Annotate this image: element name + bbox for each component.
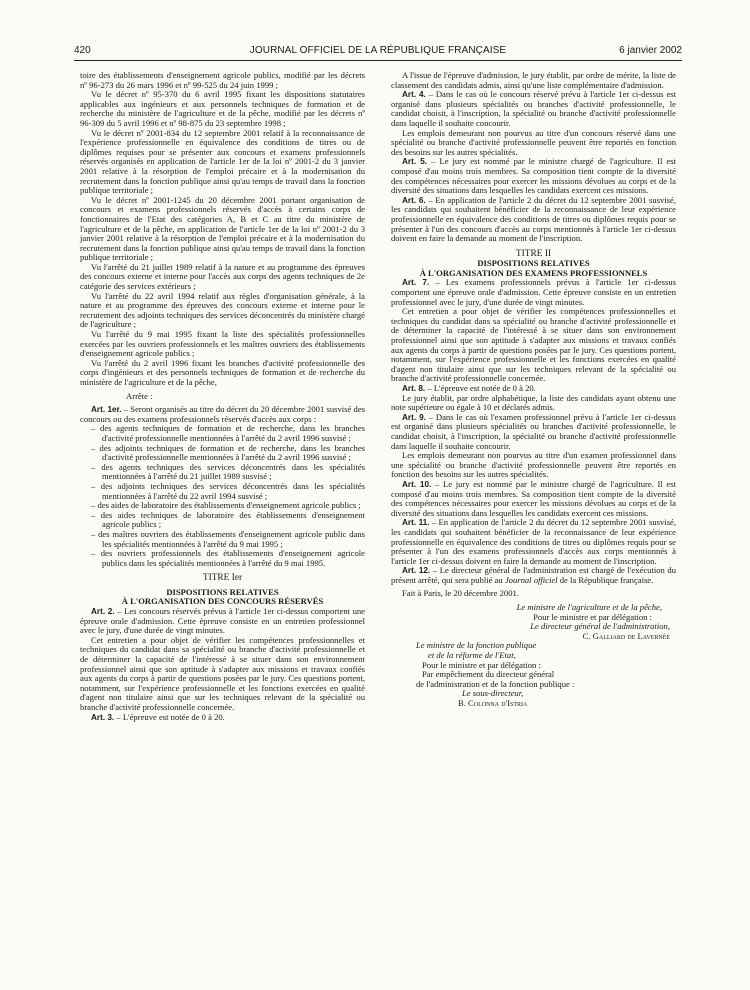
page-header bbox=[74, 45, 682, 61]
header-rule bbox=[74, 60, 682, 61]
article-8: Art. 8. – L'épreuve est notée de 0 à 20. bbox=[402, 383, 536, 393]
article-11: Art. 11. – En application de l'article 2 du décret du 12 septembre 2001 susvisé, les candidats qui souhaitent bénéficier de la reconnaissance de leur expérience professionnelle en équivalence des conditions de titres ou diplômes requis pour se présenter à l'un des examens professionnels d'accès aux corps mentionnés à l'article 1er ci-dessus doivent en faire la demande au moment de l'inscription. bbox=[391, 517, 676, 566]
journal-title: JOURNAL OFFICIEL DE LA RÉPUBLIQUE FRANÇAISE bbox=[249, 45, 507, 56]
article-label: Art. 7. bbox=[402, 278, 430, 288]
paragraph: Le jury établit, par ordre alphabétique, la liste des candidats ayant obtenu une note supérieure ou égale à 10 et déclarés admis. bbox=[391, 392, 676, 413]
list-item: – des agents techniques des services déconcentrés dans les spécialités mentionnées à l'arrêté du 21 juillet 1989 susvisé ; bbox=[80, 463, 365, 482]
article-9: Art. 9. – Dans le cas où l'examen professionnel prévu à l'article 1er ci-dessus est organisé dans plusieurs spécialités ou branches d'activité professionnelle, le candidat choisit, à l'inscription, la spécialité ou branche d'activité professionnelle dans laquelle il souhaite concourir. bbox=[391, 411, 676, 451]
article-label: Art. 8. bbox=[402, 384, 426, 393]
right-column bbox=[391, 71, 676, 709]
signatory-delegation: de l'administration et de la fonction publique : bbox=[416, 678, 575, 689]
section-title: TITRE Ier bbox=[202, 573, 243, 584]
paragraph: Les emplois demeurant non pourvus au titre d'un concours réservé dans une spécialité ou branche d'activité professionnelle peuvent être reportés en fonction des besoins sur les autres spécialités. bbox=[391, 127, 676, 157]
paragraph: Vu l'arrêté du 2 avril 1996 fixant les branches d'activité professionnelle des corps d'ingénieurs et des personnels techniques de formation et de recherche du ministère de l'agriculture et de la pêche, bbox=[80, 357, 365, 387]
signatory-delegation: Par empêchement du directeur général bbox=[422, 669, 555, 680]
signature-block-agriculture bbox=[391, 603, 676, 641]
list-item: – des adjoints techniques des services déconcentrés dans les spécialités mentionnées à l'arrêté du 22 avril 1994 susvisé ; bbox=[80, 482, 365, 501]
article-label: Art. 6. bbox=[402, 195, 426, 205]
article-label: Art. 1er. bbox=[91, 405, 122, 415]
signatory-name: C. Galliard de Lavernée bbox=[582, 630, 670, 641]
signatory-title: et de la réforme de l'Etat, bbox=[428, 650, 516, 661]
left-column bbox=[80, 71, 365, 722]
signatory-title: Le sous-directeur, bbox=[462, 688, 524, 699]
signatory-title: Le ministre de la fonction publique bbox=[416, 640, 537, 651]
signing-place-date: Fait à Paris, le 20 décembre 2001. bbox=[402, 588, 519, 599]
list-item: – des aides de laboratoire des établissements d'enseignement agricole publics ; bbox=[80, 501, 365, 511]
paragraph: Vu l'arrêté du 21 juillet 1989 relatif à la nature et au programme des épreuves des concours externe et interne pour l'accès aux corps des agents techniques de 2e catégorie des services extérieurs ; bbox=[80, 261, 365, 292]
article-12: Art. 12. – Le directeur général de l'administration est chargé de l'exécution du présent arrêté, qui sera publié au Journal officiel de la République française. bbox=[391, 565, 677, 585]
signatory-title: Le ministre de l'agriculture et de la pêche, bbox=[516, 602, 662, 613]
list-item: – des agents techniques de formation et de recherche, dans les branches d'activité professionnelle mentionnées à l'arrêté du 2 avril 1996 susvisé ; bbox=[80, 424, 365, 443]
article-label: Art. 4. bbox=[402, 90, 426, 100]
paragraph: A l'issue de l'épreuve d'admission, le jury établit, par ordre de mérite, la liste de classement des candidats admis, ainsi qu'une liste complémentaire d'admission. bbox=[391, 70, 676, 90]
paragraph: Vu l'arrêté du 9 mai 1995 fixant la liste des spécialités professionnelles exercées par les ouvriers professionnels et les maîtres ouvriers des établissements d'enseignement agricole publics ; bbox=[80, 329, 365, 359]
article-7: Art. 7. – Les examens professionnels prévus à l'article 1er ci-dessus comportent une épreuve orale d'admission. Cette épreuve consiste en un entretien professionnel avec le jury, d'une durée de vingt minutes. bbox=[391, 277, 676, 307]
article-label: Art. 12. bbox=[402, 566, 431, 576]
article-1: Art. 1er. – Seront organisés au titre du décret du 20 décembre 2001 susvisé des concours ou des examens professionnels réservés d'accès aux corps : bbox=[80, 404, 365, 424]
paragraph: Vu le décret nº 95-370 du 6 avril 1995 fixant les dispositions statutaires applicables aux ingénieurs et aux personnels techniques de formation et de recherche du ministère de l'agriculture et de la pêche, modifié par les décrets nº 96-309 du 5 avril 1996 et nº 98-875 du 23 septembre 1998 ; bbox=[80, 89, 365, 128]
article-label: Art. 11. bbox=[402, 518, 430, 528]
issue-date: 6 janvier 2002 bbox=[619, 45, 682, 56]
article-6: Art. 6. – En application de l'article 2 du décret du 12 septembre 2001 susvisé, les candidats qui souhaitent bénéficier de la reconnaissance de leur expérience professionnelle en équivalence des conditions de titres ou diplômes requis pour se présenter à l'un des concours d'accès au corps mentionnés à l'article 1er ci-dessus doivent en faire la demande au moment de l'inscription. bbox=[391, 194, 676, 244]
article-label: Art. 10. bbox=[402, 479, 432, 489]
paragraph: Cet entretien a pour objet de vérifier les compétences professionnelles et techniques du candidat dans sa spécialité ou branche d'activité professionnelle et de déterminer la capacité de l'intéressé à se situer dans son environnement professionnel ainsi que son aptitude à s'adapter aux missions et travaux confiés aux agents du corps à partir de questions posées par le jury. Ces questions portent, notamment, sur l'expérience professionnelle et les fonctions exercées en qualité d'agent non titulaire ainsi que sur les techniques relevant de la spécialité ou branche d'activité professionnelle concernée. bbox=[80, 634, 365, 712]
signatory-delegation: Pour le ministre et par délégation : bbox=[422, 659, 541, 670]
paragraph: Vu le décret nº 2001-1245 du 20 décembre 2001 portant organisation de concours et examens professionnels réservés d'accès à certains corps de fonctionnaires de l'Etat des catégories A, B et C au titre du ministère de l'agriculture et de la pêche, en application de l'article 1er de la loi nº 2001-2 du 3 janvier 2001 relative à la résorption de l'emploi précaire et à la modernisation du recrutement dans la fonction publique ainsi qu'au temps de travail dans la fonction publique territoriale ; bbox=[80, 194, 365, 263]
article-4: Art. 4. – Dans le cas où le concours réservé prévu à l'article 1er ci-dessus est organisé dans plusieurs spécialités ou branches d'activité professionnelle, le candidat choisit, à l'inscription, la spécialité ou branche d'activité professionnelle dans laquelle il souhaite concourir. bbox=[391, 89, 676, 128]
article-10: Art. 10. – Le jury est nommé par le ministre chargé de l'agriculture. Il est composé d'au moins trois membres. Sa composition tient compte de la diversité des compétences nécessaires pour exercer les missions dévolues au corps et de la diversité des situations dans lesquelles les candidats exercent ces missions. bbox=[391, 478, 676, 518]
signatory-title: Le directeur général de l'administration, bbox=[530, 621, 670, 632]
signature-block-fonction-publique bbox=[391, 641, 676, 708]
signatory-name: B. Colonna d'Istria bbox=[458, 698, 528, 708]
article-2: Art. 2. – Les concours réservés prévus à l'article 1er ci-dessus comportent une épreuve orale d'admission. Cette épreuve consiste en un entretien professionnel avec le jury, d'une durée de vingt minutes. bbox=[80, 606, 365, 636]
paragraph: Vu l'arrêté du 22 avril 1994 relatif aux règles d'organisation générale, à la nature et au programme des épreuves des concours externe et interne pour le recrutement des adjoints techniques des services déconcentrés du ministère chargé de l'agriculture ; bbox=[80, 290, 365, 330]
list-item: – des maîtres ouvriers des établissements d'enseignement agricole public dans les spécialités mentionnées à l'arrêté du 9 mai 1995 ; bbox=[80, 530, 365, 549]
list-item: – des ouvriers professionnels des établissements d'enseignement agricole publics dans les spécialités mentionnées à l'arrêté du 9 mai 1995. bbox=[80, 549, 365, 568]
article-label: Art. 5. bbox=[402, 157, 428, 167]
section-heading: DISPOSITIONS RELATIVES bbox=[477, 258, 590, 269]
section-heading: À L'ORGANISATION DES CONCOURS RÉSERVÉS bbox=[121, 596, 324, 607]
paragraph: Cet entretien a pour objet de vérifier les compétences professionnelles et techniques du candidat dans sa spécialité ou branche d'activité professionnelle et de déterminer la capacité de l'intéressé à se situer dans son environnement professionnel ainsi que son aptitude à s'adapter aux missions et travaux confiés aux agents du corps à partir de questions posées par le jury. Ces questions portent, notamment, sur l'expérience professionnelle et les fonctions exercées en qualité d'agent non titulaire ainsi que sur les techniques relevant de la spécialité ou branche d'activité professionnelle concernée. bbox=[391, 306, 676, 384]
article-label: Art. 3. bbox=[91, 712, 115, 722]
paragraph: Vu le décret nº 2001-834 du 12 septembre 2001 relatif à la reconnaissance de l'expérience professionnelle en équivalence des conditions de titres ou de diplômes requises pour se présenter aux concours et examens professionnels réservés organisés en application de l'article 1er de la loi nº 2001-2 du 3 janvier 2001 relative à la résorption de l'emploi précaire et à la modernisation du recrutement dans la fonction publique ainsi qu'au temps de travail dans la fonction publique territoriale ; bbox=[80, 127, 365, 196]
list-item: – des aides techniques de laboratoire des établissements d'enseignement agricole publics ; bbox=[80, 511, 365, 530]
article-label: Art. 2. bbox=[91, 607, 115, 617]
section-heading: DISPOSITIONS RELATIVES bbox=[166, 586, 279, 597]
page-number: 420 bbox=[74, 45, 91, 56]
section-title: TITRE II bbox=[515, 248, 552, 259]
article-label: Art. 9. bbox=[402, 412, 426, 422]
article-3: Art. 3. – L'épreuve est notée de 0 à 20. bbox=[91, 711, 225, 722]
corps-list bbox=[80, 424, 365, 568]
list-item: – des adjoints techniques de formation et de recherche, dans les branches d'activité professionnelle mentionnées à l'arrêté du 2 avril 1996 susvisé ; bbox=[80, 444, 365, 463]
signatory-delegation: Pour le ministre et par délégation : bbox=[533, 611, 652, 622]
paragraph: Les emplois demeurant non pourvus au titre d'un examen professionnel dans une spécialité ou branche d'activité professionnelle peuvent être reportés en fonction des besoins sur les autres spécialités. bbox=[391, 450, 676, 480]
arrete-heading: Arrête : bbox=[126, 390, 153, 401]
journal-officiel-ref: Journal officiel bbox=[504, 574, 558, 585]
article-5: Art. 5. – Le jury est nommé par le ministre chargé de l'agriculture. Il est composé d'au moins trois membres. Sa composition tient compte de la diversité des compétences nécessaires pour exercer les missions dévolues au corps et de la diversité des situations dans lesquelles les candidats exercent ces missions. bbox=[391, 156, 676, 196]
paragraph: toire des établissements d'enseignement agricole publics, modifié par les décrets nº 96-273 du 26 mars 1996 et nº 99-525 du 24 juin 1999 ; bbox=[80, 70, 365, 90]
section-heading: À L'ORGANISATION DES EXAMENS PROFESSIONNELS bbox=[419, 267, 648, 278]
